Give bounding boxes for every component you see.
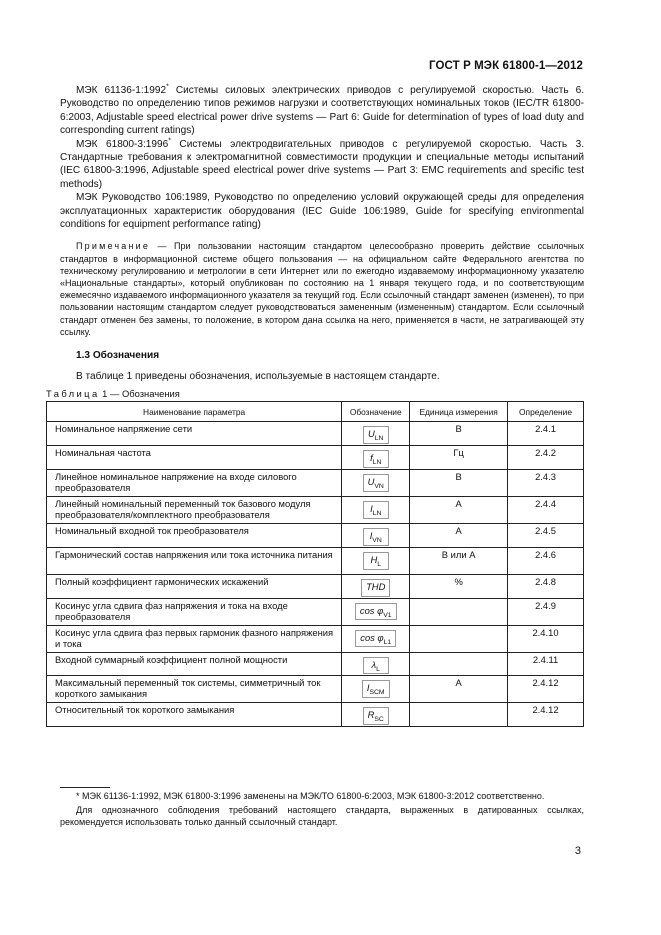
symbol-subscript: L1 [383,638,392,646]
table-caption [46,388,180,399]
footnote-1: * МЭК 61136-1:1992, МЭК 61800-3:1996 заменены на МЭК/ТО 61800-6:2003, МЭК 61800-3:2012 соответственно. [76,791,545,801]
designation-symbol [363,707,389,725]
definition-cell[interactable]: 2.4.12 [508,703,584,727]
designation-symbol [363,528,389,546]
symbol-main: cos φ [359,604,384,616]
parameter-name-cell: Косинус угла сдвига фаз напряжения и тока на входе преобразователя [47,598,342,625]
designation-symbol [363,450,389,468]
reference-text: Системы силовых электрических приводов с регулируемой скоростью. Часть 6. Руководство по определению типов режимов нагрузки и соответствующих номинальных токов (IEC/TR 61800-6:2003, Adjustable speed electrical power drive systems — Part 6: Guide for determination of types of load duty and corresponding current ratings) [60,85,584,137]
definition-cell[interactable]: 2.4.2 [508,445,584,469]
parameter-name-cell: Входной суммарный коэффициент полной мощности [47,652,342,676]
table-row [47,625,584,652]
parameter-name-cell: Гармонический состав напряжения или тока источника питания [47,547,342,574]
symbol-main: THD [366,580,386,592]
definition-cell[interactable]: 2.4.3 [508,469,584,496]
designation-cell [342,625,410,652]
designation-cell [342,422,410,446]
table-row [47,523,584,547]
unit-cell: В [410,469,508,496]
designation-cell [342,703,410,727]
page-number: 3 [574,845,581,857]
symbol-subscript: VN [374,482,384,490]
parameter-name-cell: Линейный номинальный переменный ток базового модуля преобразователя/комплектного преобразователя [47,496,342,523]
designation-cell [342,496,410,523]
parameter-name-cell: Номинальная частота [47,445,342,469]
definition-cell[interactable]: 2.4.12 [508,676,584,703]
unit-cell: В или А [410,547,508,574]
symbol-main: R [367,709,375,721]
footnote-mark[interactable]: * [168,137,172,145]
table-row [47,676,584,703]
unit-cell: А [410,523,508,547]
header-unit: Единица измерения [410,402,508,422]
header-parameter-name: Наименование параметра [47,402,342,422]
parameter-name-cell: Максимальный переменный ток системы, симметричный ток короткого замыкания [47,676,342,703]
definition-cell[interactable]: 2.4.6 [508,547,584,574]
reference-code: МЭК 61136-1:1992 [76,85,167,96]
unit-cell: А [410,676,508,703]
table-row [47,422,584,446]
unit-cell: % [410,574,508,598]
designation-symbol [355,630,396,648]
unit-cell [410,598,508,625]
header-designation: Обозначение [342,402,410,422]
unit-cell [410,703,508,727]
reference-paragraph-3: МЭК Руководство 106:1989, Руководство по определению условий окружающей среды для определения эксплуатационных характеристик оборудования (IEC Guide 106:1989, Guide for specifying environmental conditions for equipment performance rating) [60,192,584,231]
designation-cell [342,574,410,598]
symbol-subscript: LN [372,458,382,466]
reference-text: Системы электродвигательных приводов с регулируемой скоростью. Часть 3. Стандартные требования к электромагнитной совместимости продукции и специальные методы испытаний (IEC 61800-3:1996, Adjustable speed electrical power drive systems — Part 3: EMC requirements and specific test methods) [60,138,584,190]
designation-symbol [363,501,389,519]
symbol-main: U [367,475,375,487]
definition-cell[interactable]: 2.4.4 [508,496,584,523]
reference-code: МЭК 61800-3:1996 [76,138,169,150]
symbol-subscript: LN [374,434,384,442]
table-header-row [47,402,584,422]
table-row [47,703,584,727]
definition-cell[interactable]: 2.4.8 [508,574,584,598]
symbol-main: I [370,502,373,514]
note-text: — При пользовании настоящим стандартом целесообразно проверить действие ссылочных стандартов в информационной системе общего пользования — на официальном сайте Федерального агентства по техническому регулированию и метрологии в сети Интернет или по ежегодно издаваемому информационному указателю «Национальные стандарты», который опубликован по состоянию на 1 января текущего года, и по соответствующим ежемесячно издаваемого информационного указателя за текущий год. Если ссылочный стандарт заменен (изменен), то при пользовании настоящим стандартом следует руководствоваться замененным (измененным) стандартом. Если ссылочный стандарт отменен без замены, то положение, в котором дана ссылка на него, применяется в части, не затрагивающей эту ссылку. [60,241,584,337]
symbol-subscript: SCM [369,689,385,697]
parameter-name-cell: Номинальный входной ток преобразователя [47,523,342,547]
definition-cell[interactable]: 2.4.1 [508,422,584,446]
symbol-main: H [370,553,378,565]
unit-cell [410,652,508,676]
table-caption-label: Таблица [46,388,100,399]
designation-symbol [361,579,390,597]
footnotes [60,790,584,828]
reference-paragraph-1 [60,84,584,138]
symbol-main: cos φ [360,631,384,643]
unit-cell: В [410,422,508,446]
parameter-name-cell: Полный коэффициент гармонических искажений [47,574,342,598]
note-paragraph [60,240,584,338]
symbol-main: f [370,451,373,463]
symbol-main: U [367,428,375,439]
table-row [47,469,584,496]
designation-symbol [363,552,389,570]
designation-symbol [363,426,389,444]
footnote-mark[interactable]: * [166,83,169,91]
header-definition: Определение [508,402,584,422]
definition-cell[interactable]: 2.4.11 [508,652,584,676]
symbol-subscript: L [376,665,380,673]
reference-paragraph-2 [60,138,584,192]
designations-table [46,401,584,727]
table-row [47,574,584,598]
unit-cell: Гц [410,445,508,469]
table-row [47,652,584,676]
note-label: Примечание [76,241,151,252]
designation-symbol [355,603,397,621]
symbol-subscript: L [377,560,381,568]
table-row [47,598,584,625]
symbol-main: I [366,682,370,694]
designation-cell [342,547,410,574]
table-caption-text: 1 — Обозначения [99,388,180,399]
body-text [60,84,584,383]
designation-cell [342,469,410,496]
designation-cell [342,652,410,676]
designation-cell [342,598,410,625]
parameter-name-cell: Номинальное напряжение сети [47,422,342,446]
table-row [47,547,584,574]
unit-cell [410,625,508,652]
symbol-subscript: SC [374,716,384,724]
parameter-name-cell: Относительный ток короткого замыкания [47,703,342,727]
table-row [47,445,584,469]
footnote-2: Для однозначного соблюдения требований настоящего стандарта, выраженных в датированных ссылках, рекомендуется использовать только данный ссылочный стандарт. [60,805,584,827]
designation-cell [342,445,410,469]
section-intro: В таблице 1 приведены обозначения, используемые в настоящем стандарте. [76,370,440,382]
unit-cell: А [410,496,508,523]
parameter-name-cell: Линейное номинальное напряжение на входе силового преобразователя [47,469,342,496]
document-code-header: ГОСТ Р МЭК 61800-1—2012 [429,60,583,72]
designation-cell [342,523,410,547]
designation-symbol [363,474,389,492]
designation-symbol [363,657,389,675]
section-title: 1.3 Обозначения [76,350,160,362]
symbol-subscript: VN [372,536,382,544]
definition-cell[interactable]: 2.4.9 [508,598,584,625]
symbol-subscript: LN [372,509,382,517]
designation-symbol [362,680,390,698]
designation-cell [342,676,410,703]
definition-cell[interactable]: 2.4.5 [508,523,584,547]
symbol-main: I [369,529,373,541]
symbol-main: λ [371,658,377,670]
table-row [47,496,584,523]
parameter-name-cell: Косинус угла сдвига фаз первых гармоник фазного напряжения и тока [47,625,342,652]
definition-cell[interactable]: 2.4.10 [508,625,584,652]
footnote-divider [60,787,110,788]
symbol-subscript: V1 [383,611,392,619]
